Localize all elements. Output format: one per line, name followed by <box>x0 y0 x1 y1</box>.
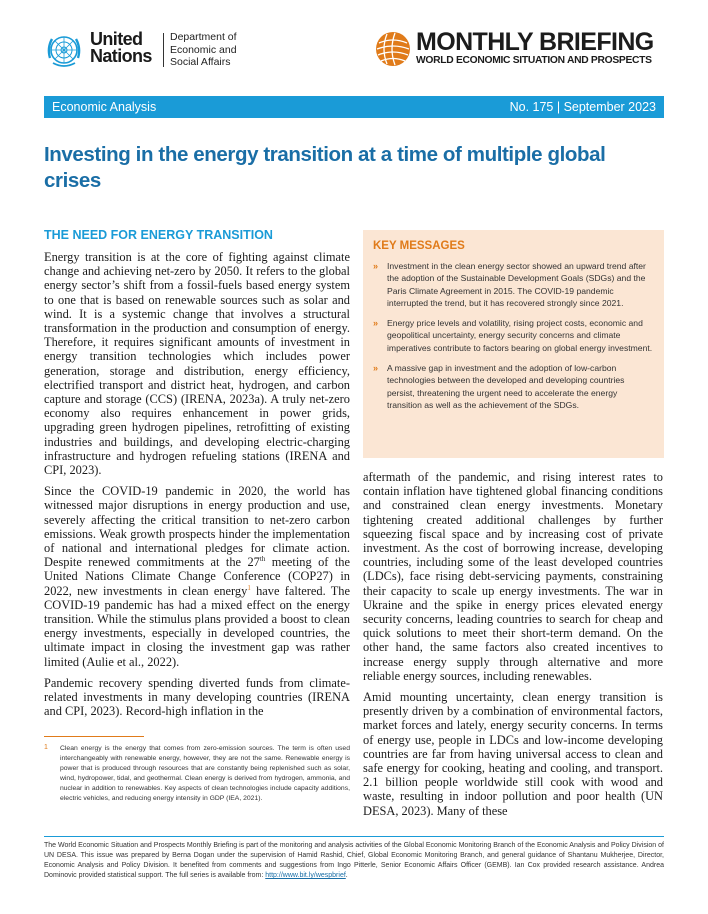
paragraph: aftermath of the pandemic, and rising interest rates to contain inflation have tightened global financing conditions and constrained clean energy investments. Monetary tightening created additional challenges by further squeezing fiscal space and by increasing cost of private investment. As the cost of borrowing increase, developing countries, including some of the least developed countries (LDCs), face rising debt-servicing payments, constraining their capacity to scale up energy investments. The war in Ukraine and the spike in energy prices elevated energy security concerns, leading countries to search for cheap and quick solutions to meet their short-term demand. On the other hand, the same factors also created incentives to increase energy supply through alternative and more reliable energy sources, including renewables. <box>363 470 663 683</box>
un-name-line1: United <box>90 29 143 49</box>
un-emblem-icon <box>44 30 84 70</box>
footnote-reference[interactable]: 1 <box>247 583 251 592</box>
banner-category: Economic Analysis <box>52 100 157 114</box>
footnote-rule <box>44 736 144 737</box>
paragraph-text: have faltered. The COVID-19 pandemic has had a mixed effect on the energy transition. While the stimulus plans provided a boost to clean energy investments, especially in developed countries, the ultimate impact in closing the investment gap was rather limited (Aulie et al., 2022). <box>44 583 350 669</box>
desa-line3: Social Affairs <box>170 56 231 68</box>
page-title: Investing in the energy transition at a time of multiple global crises <box>44 143 606 192</box>
series-link[interactable]: http://www.bit.ly/wespbrief <box>265 872 346 879</box>
un-name-line2: Nations <box>90 46 152 66</box>
credits-text: The World Economic Situation and Prospects Monthly Briefing is part of the monitoring and analysis activities of the Global Economic Monitoring Branch of the Economic Analysis and Policy Division of UN DESA. This issue was prepared by Berna Dogan under the supervision of Hamid Rashid, Chief, Global Economic Monitoring Branch, and general guidance of Shantanu Mukherjee, Director, Economic Analysis and Policy Division. It benefited from comments and suggestions from Ingo Pitterle, Senior Economic Affairs Officer (GEMB). Ian Cox provided research assistance. Andrea Dominovic provided statistical support. The full series is available from: <box>44 842 664 879</box>
desa-name <box>170 31 260 69</box>
paragraph: Amid mounting uncertainty, clean energy transition is presently driven by a combination of environmental factors, market forces and lately, energy security concerns. In terms of energy use, people in LDCs and low-income developing countries are far from having universal access to clean and safe energy for cooking, heating and cooling, and transport. 2.1 billion people worldwide still cook with wood and waste, resulting in indoor pollution and poor health (UN DESA, 2023). Many of these <box>363 690 663 818</box>
bottom-rule <box>44 836 664 837</box>
superscript: th <box>259 555 266 564</box>
chevron-bullet-icon: » <box>373 318 379 329</box>
banner-issue-number: No. 175 | September 2023 <box>509 100 656 114</box>
key-message-item <box>373 260 654 309</box>
desa-line2: Economic and <box>170 43 237 56</box>
footnote-number: 1 <box>44 744 48 751</box>
key-message-item <box>373 362 654 411</box>
footnote <box>44 744 350 804</box>
key-messages-box <box>363 230 664 458</box>
credits-note <box>44 841 664 881</box>
chevron-bullet-icon: » <box>373 261 379 271</box>
issue-banner <box>44 96 664 118</box>
brief-subtitle: WORLD ECONOMIC SITUATION AND PROSPECTS <box>416 55 652 66</box>
section-heading: THE NEED FOR ENERGY TRANSITION <box>44 228 273 242</box>
header-divider <box>163 33 164 67</box>
key-message-text: A massive gap in investment and the adoption of low-carbon technologies between the developed and developing countries persist, threatening the urgent need to accelerate the energy transition as well as the achievement of the SDGs. <box>387 363 625 410</box>
brief-title: MONTHLY BRIEFING <box>416 28 654 56</box>
paragraph <box>44 484 350 669</box>
globe-lines-icon <box>375 31 411 67</box>
right-column <box>363 470 663 825</box>
key-message-item <box>373 317 654 354</box>
left-column <box>44 250 350 726</box>
desa-line1: Department of <box>170 31 237 43</box>
paragraph: Pandemic recovery spending diverted funds from climate-related investments in many developing countries (IRENA and CPI, 2023). Record-high inflation in the <box>44 675 350 719</box>
key-message-text: Energy price levels and volatility, rising project costs, economic and geopolitical uncertainty, energy security concerns and climate imperatives contribute to factors bearing on global energy investment. <box>387 318 653 353</box>
un-wordmark <box>90 31 160 65</box>
credits-end: . <box>345 872 348 879</box>
key-messages-heading: KEY MESSAGES <box>373 240 465 252</box>
paragraph-text: Since the COVID-19 pandemic in 2020, the world has witnessed major disruptions in energy production and use, severely affecting the critical transition to net-zero carbon emissions. Weak growth prospects hinder the implementation of national and international pledges for climate action. Despite renewed commitments at the 27 <box>44 484 350 570</box>
chevron-bullet-icon: » <box>373 363 379 374</box>
paragraph-text: meeting of the United Nations Climate Change Conference (COP27) in 2022, new investments in clean energy <box>44 555 350 598</box>
footnote-text: Clean energy is the energy that comes from zero-emission sources. The term is often used interchangeably with renewable energy, however, they are not the same. Renewable energy is power that is produced through resources that are constantly being replenished such as solar, wind, hydropower, tidal, and geothermal. Clean energy is derived from hydrogen, ammonia, and nuclear in addition to renewables. Key aspects of clean technologies include capacity additions, electric vehicles, and reducing energy intensity in GDP (IEA, 2021). <box>60 745 350 802</box>
key-message-text: Investment in the clean energy sector showed an upward trend after the adoption of the Sustainable Development Goals (SDGs) and the Paris Climate Agreement in 2015. The COVID-19 pandemic interrupted the trend, but it has recovered strongly since 2021. <box>387 261 646 308</box>
paragraph: Energy transition is at the core of fighting against climate change and achieving net-zero by 2050. It refers to the global energy sector’s shift from a fossil-fuels based energy system to one that is based on renewable sources such as solar and wind. It is a systemic change that involves a structural transformation in the production and consumption of energy. Therefore, it requires significant amounts of investment in energy transition technologies which includes power generation, storage and distribution, energy efficiency, electrified transport and district heat, hydrogen, and carbon capture and storage (CCS) (IRENA, 2023a). A truly net-zero economy also requires enhancement in power grids, upgrading green hydrogen pipelines, retrofitting of existing industries and buildings, and developing electric-charging infrastructure and hydrogen refueling stations (IRENA and CPI, 2023). <box>44 250 350 478</box>
